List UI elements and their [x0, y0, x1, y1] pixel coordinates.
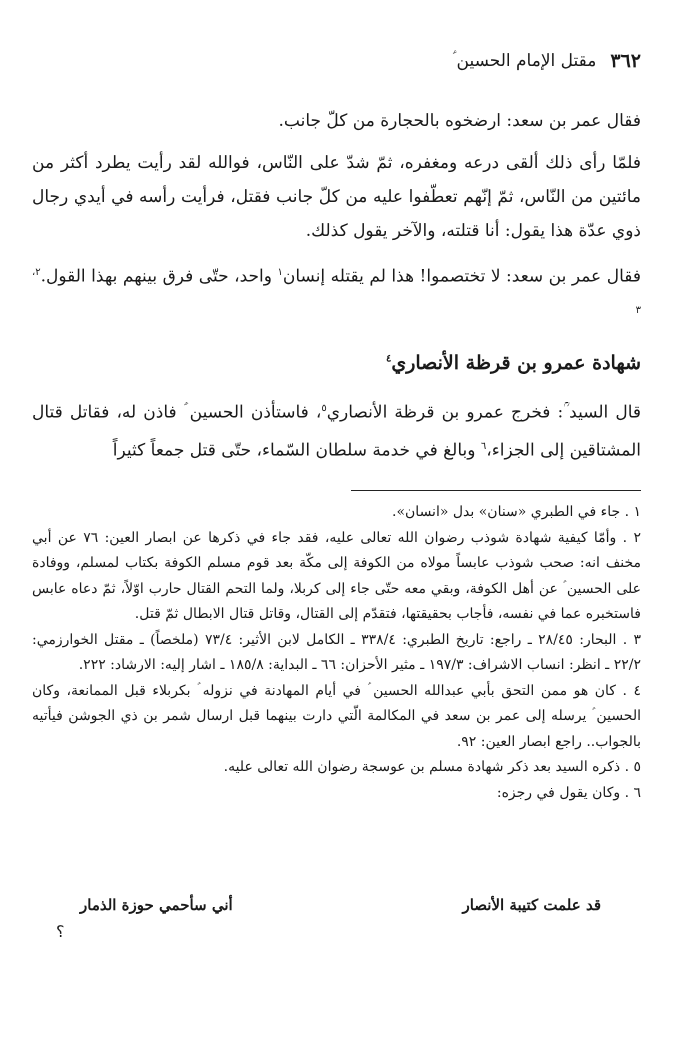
footnote-ref: ١ — [277, 267, 283, 278]
footnote: ٢ . وأمّا كيفية شهادة شوذب رضوان الله تعالى عليه، فقد جاء في ذكرها عن ابصار العين: ٧٦ عن أبي مخنف انه: صحب شوذب عابساً مولاه من الكوفة إلى مكّة بعد قوم مسلم الكوفة بكتاب لمسلم، ووفادة على الحسين ؑ عن أهل الكوفة، وبقي معه حتّى جاء إلى كربلا، ولما التحم القتال حارب اوّلاً، ثمّ دعاه عابس فاستخبره عما في نفسه، فأجاب بحقيقتها، فتقدّم إلى القتال، وقاتل قتال الابطال ثمّ قتل. — [32, 529, 641, 622]
footnote: ٣ . البحار: ٢٨/٤٥ ـ راجع: تاريخ الطبري: ٣٣٨/٤ ـ الكامل لابن الأثير: ٧٣/٤ (ملخصاً) ـ مقتل الخوارزمي: ٢٢/٢ ـ انظر: انساب الاشراف: ١٩٧/٣ ـ مثير الأحزان: ٦٦ ـ البداية: ١٨٥/٨ ـ اشار إليه: الارشاد: ٢٢٢. — [32, 631, 641, 673]
running-title: مقتل الإمام الحسين ؑ — [452, 51, 597, 71]
paragraph-text: واحد، حتّى فرق بينهم بهذا القول. — [40, 266, 278, 287]
footnote-ref: ٤ — [385, 353, 392, 365]
main-text — [32, 104, 641, 331]
footnote: ٥ . ذكره السيد بعد ذكر شهادة مسلم بن عوسجة رضوان الله تعالى عليه. — [223, 759, 641, 775]
footnote-ref: ٢، ٣ — [32, 267, 641, 316]
continuation-mark: ؟ — [56, 922, 65, 941]
verse-line — [80, 896, 601, 914]
footnote-ref: ٦ — [480, 440, 487, 452]
section-paragraph — [32, 392, 641, 467]
verse-hemistich-left: أني سأحمي حوزة الذمار — [80, 896, 233, 914]
section-heading — [32, 352, 641, 374]
footnote-ref: ٥ — [321, 403, 327, 414]
footnote-divider — [351, 490, 641, 491]
footnote: ١ . جاء في الطبري «سنان» بدل «انسان». — [392, 504, 641, 520]
paragraph: فلمّا رأى ذلك ألقى درعه ومغفره، ثمّ شدّ على النّاس، فوالله لقد رأيت يطرد أكثر من مائتين من النّاس، ثمّ إنّهم تعطّفوا عليه من كلّ جانب فقتل، فرأيت رأسه في أيدي رجال ذوي عدّة هذا يقول: أنا قتلته، والآخر يقول كذلك. — [32, 153, 641, 241]
footnote: ٤ . كان هو ممن التحق بأبي عبدالله الحسين ؑ في أيام المهادنة في نزوله ؑ بكربلاء قبل الممانعة، وكان الحسين ؑ يرسله إلى عمر بن سعد في المكالمة الّتي دارت بينهما قبل ارسال شمر بن ذي الجوشن فيأتيه بالجواب.. راجع ابصار العين: ٩٢. — [32, 682, 641, 750]
page-number: ٣٦٢ — [610, 50, 641, 72]
footnotes — [32, 500, 641, 806]
paragraph: فقال عمر بن سعد: ارضخوه بالحجارة من كلّ جانب. — [278, 111, 641, 131]
paragraph — [32, 256, 641, 331]
paragraph-text: فقال عمر بن سعد: لا تختصموا! هذا لم يقتله إنسان — [282, 266, 641, 287]
footnote: ٦ . وكان يقول في رجزه: — [496, 784, 641, 801]
page-header — [40, 46, 641, 76]
paragraph-text: وبالغ في خدمة سلطان السّماء، حتّى قتل جمعاً كثيراً — [112, 440, 481, 461]
paragraph-text: ، فاستأذن الحسين ؑ فاذن له، فقاتل قتال المشتاقين إلى الجزاء، — [32, 402, 641, 461]
paragraph-text: قال السيد ؒ: فخرج عمرو بن قرظة الأنصاري — [326, 402, 641, 423]
verse-hemistich-right: قد علمت كتيبة الأنصار — [462, 896, 601, 914]
section-title-text: شهادة عمرو بن قرظة الأنصاري — [391, 352, 641, 374]
